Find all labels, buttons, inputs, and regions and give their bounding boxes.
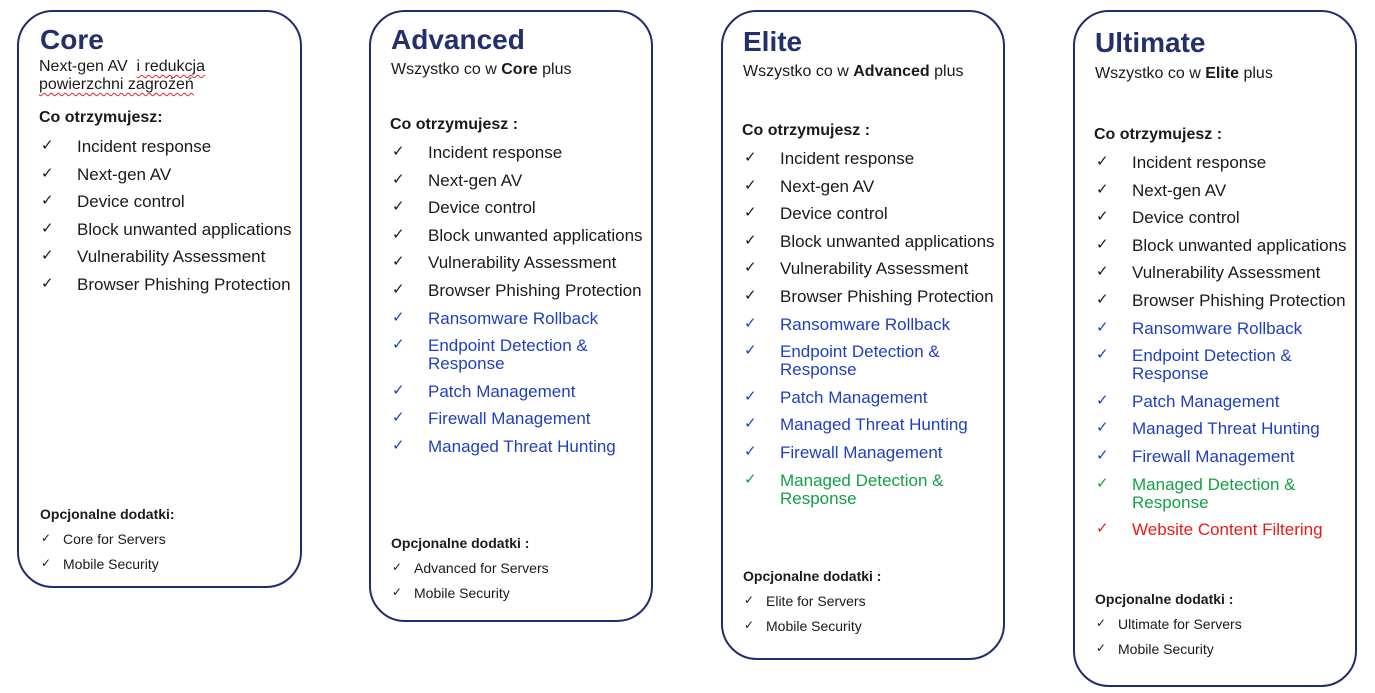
subtitle-prefix: Wszystko co w [391,61,502,78]
check-icon: ✓ [744,415,757,433]
check-icon: ✓ [392,170,405,188]
check-icon: ✓ [1096,520,1109,538]
feature-label: Ransomware Rollback [428,308,599,328]
check-icon: ✓ [1096,318,1109,336]
tier-card-core [17,10,302,588]
optional-label: Core for Servers [63,531,166,547]
feature-label: Managed Threat Hunting [428,437,616,456]
check-icon: ✓ [392,225,405,243]
optional-label: Ultimate for Servers [1118,616,1242,632]
check-icon: ✓ [392,253,405,271]
feature-label: Next-gen AV [77,164,172,184]
check-icon: ✓ [744,387,757,405]
subtitle-text-line2: powierzchni zagrożeń [39,76,194,93]
optional-heading: Opcjonalne dodatki : [391,535,530,551]
check-icon: ✓ [744,149,757,166]
section-heading: Co otrzymujesz : [742,122,871,139]
feature-label: Endpoint Detection & Response [428,336,588,374]
optional-heading: Opcjonalne dodatki : [1095,591,1234,607]
tier-card-advanced [369,10,653,622]
check-icon: ✓ [1096,474,1109,492]
section-heading: Co otrzymujesz : [390,116,519,133]
feature-label: Device control [428,198,536,218]
check-icon: ✓ [392,585,403,599]
check-icon: ✓ [744,259,757,277]
subtitle-bold: Core [501,61,538,78]
check-icon: ✓ [392,336,405,354]
feature-label: Managed Detection & Response [1132,474,1296,512]
feature-label: Ransomware Rollback [1132,318,1303,338]
section-heading: Co otrzymujesz : [1094,126,1223,143]
check-icon: ✓ [1096,616,1107,630]
check-icon: ✓ [1096,447,1109,464]
optional-heading: Opcjonalne dodatki: [40,506,175,522]
feature-label: Next-gen AV [780,176,875,196]
check-icon: ✓ [744,287,757,304]
feature-label: Website Content Filtering [1132,520,1323,540]
feature-label: Block unwanted applications [780,231,995,251]
check-icon: ✓ [744,204,757,222]
optional-label: Mobile Security [63,556,159,572]
section-heading: Co otrzymujesz: [39,109,163,126]
check-icon: ✓ [1096,346,1109,364]
feature-label: Device control [77,192,185,212]
tier-card-elite [721,10,1005,660]
tier-title: Elite [743,26,803,57]
tier-subtitle [39,58,205,94]
feature-label: Incident response [77,137,212,156]
tier-subtitle [1095,65,1273,83]
check-icon: ✓ [41,219,54,237]
optional-label: Elite for Servers [766,593,866,609]
subtitle-suffix: plus [929,63,964,80]
optional-label: Mobile Security [1118,641,1214,657]
check-icon: ✓ [392,409,405,427]
feature-label: Device control [780,204,888,224]
check-icon: ✓ [41,275,54,292]
feature-label: Patch Management [1132,391,1280,411]
feature-label: Next-gen AV [1132,180,1227,200]
check-icon: ✓ [1096,208,1109,226]
optional-label: Mobile Security [414,585,510,601]
check-icon: ✓ [744,618,755,632]
feature-label: Firewall Management [1132,447,1295,466]
subtitle-prefix: Wszystko co w [743,63,854,80]
check-icon: ✓ [392,381,405,399]
subtitle-text: Next-gen AV [39,58,137,75]
feature-label: Firewall Management [780,443,943,462]
check-icon: ✓ [744,231,757,249]
check-icon: ✓ [392,308,405,326]
feature-label: Managed Detection & Response [780,470,944,508]
feature-label: Incident response [780,149,915,168]
check-icon: ✓ [41,556,52,570]
check-icon: ✓ [41,164,54,182]
feature-label: Vulnerability Assessment [77,247,266,267]
feature-label: Managed Threat Hunting [780,415,968,435]
feature-label: Block unwanted applications [1132,235,1347,255]
check-icon: ✓ [1096,391,1109,409]
check-icon: ✓ [744,470,757,488]
check-icon: ✓ [1096,641,1107,655]
optional-label: Mobile Security [766,618,862,634]
feature-label: Browser Phishing Protection [1132,291,1346,310]
feature-label: Block unwanted applications [77,219,292,239]
feature-label: Firewall Management [428,409,591,429]
check-icon: ✓ [392,560,403,574]
tier-title: Advanced [391,24,525,55]
subtitle-prefix: Wszystko co w [1095,65,1206,82]
check-icon: ✓ [1096,235,1109,253]
check-icon: ✓ [744,176,757,194]
feature-label: Browser Phishing Protection [428,281,642,300]
check-icon: ✓ [1096,263,1109,281]
tier-title: Core [40,24,104,55]
check-icon: ✓ [392,437,405,454]
check-icon: ✓ [1096,291,1109,308]
check-icon: ✓ [744,443,757,460]
check-icon: ✓ [744,342,757,360]
check-icon: ✓ [41,137,54,154]
feature-label: Patch Management [780,387,928,407]
tier-title: Ultimate [1095,27,1206,58]
check-icon: ✓ [744,314,757,332]
optional-heading: Opcjonalne dodatki : [743,568,882,584]
feature-label: Endpoint Detection & Response [1132,346,1292,384]
feature-label: Device control [1132,208,1240,228]
tier-subtitle [743,63,964,81]
feature-label: Browser Phishing Protection [77,275,291,294]
check-icon: ✓ [744,593,755,607]
feature-label: Vulnerability Assessment [428,253,617,273]
tier-subtitle [391,61,571,79]
check-icon: ✓ [392,143,405,160]
optional-label: Advanced for Servers [414,560,549,576]
feature-label: Ransomware Rollback [780,314,951,334]
feature-label: Block unwanted applications [428,225,643,245]
check-icon: ✓ [1096,419,1109,437]
check-icon: ✓ [41,247,54,265]
subtitle-suffix: plus [1239,65,1273,82]
feature-label: Incident response [428,143,563,162]
check-icon: ✓ [1096,153,1109,170]
feature-label: Managed Threat Hunting [1132,419,1320,439]
feature-label: Endpoint Detection & Response [780,342,940,380]
subtitle-bold: Elite [1205,65,1240,82]
feature-label: Incident response [1132,153,1267,172]
subtitle-bold: Advanced [853,63,930,80]
check-icon: ✓ [41,192,54,210]
feature-label: Vulnerability Assessment [1132,263,1321,283]
subtitle-suffix: plus [537,61,572,78]
check-icon: ✓ [1096,180,1109,198]
check-icon: ✓ [392,198,405,216]
subtitle-text-squiggle: i redukcja [136,58,206,75]
feature-label: Vulnerability Assessment [780,259,969,279]
feature-label: Next-gen AV [428,170,523,190]
feature-label: Patch Management [428,381,576,401]
check-icon: ✓ [41,531,52,545]
tier-card-ultimate [1073,10,1357,687]
feature-label: Browser Phishing Protection [780,287,994,306]
check-icon: ✓ [392,281,405,298]
